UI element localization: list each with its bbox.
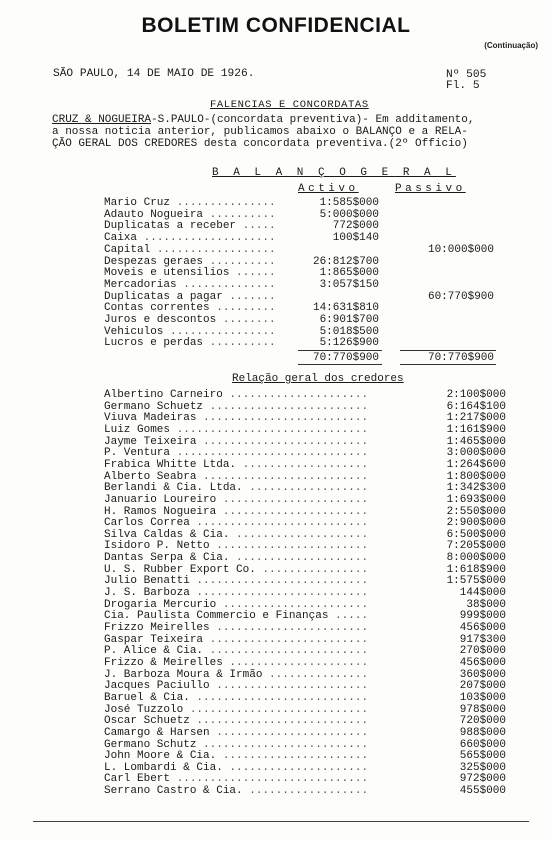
passivo-header: Passivo: [395, 183, 466, 195]
creditor-name: Dantas Serpa & Cia. ....................: [104, 552, 369, 564]
creditor-name: P. Alice & Cia. ........................: [104, 645, 369, 657]
leader-dots: .........................: [196, 412, 369, 424]
leader-dots: ...................: [236, 459, 369, 471]
balance-item-name: Mario Cruz ...............: [104, 197, 276, 209]
balance-item-name: Capital ..................: [104, 244, 276, 256]
creditor-value: 1:575$000: [446, 575, 506, 587]
activo-value: 3:057$150: [319, 279, 379, 291]
creditor-value: 1:342$300: [446, 482, 506, 494]
creditor-name: Cia. Paulista Commercio e Finanças .....: [104, 610, 369, 622]
bottom-rule: [33, 821, 529, 822]
leader-dots: .....................: [222, 657, 369, 669]
creditor-value: 8:000$000: [446, 552, 506, 564]
leader-dots: .....................: [222, 389, 369, 401]
creditor-name: Frabica Whitte Ltda. ...................: [104, 459, 369, 471]
creditor-value: 720$000: [459, 715, 506, 727]
bulletin-title: BOLETIM CONFIDENCIAL: [141, 14, 411, 37]
creditor-value: 270$000: [459, 645, 506, 657]
leader-dots: ........................: [203, 645, 369, 657]
leader-dots: ......................: [216, 506, 369, 518]
creditor-value: 917$300: [459, 634, 506, 646]
activo-value: 26:812$700: [312, 256, 379, 268]
creditor-name: José Tuzzolo ...........................: [104, 704, 369, 716]
total-passivo: 70:770$900: [427, 352, 494, 364]
intro-line-3: ÇÃO GERAL DOS CREDORES desta concordata preventiva.(2º Officio): [52, 138, 468, 150]
creditor-name: Frizzo Meirelles .......................: [104, 622, 369, 634]
creditor-name: P. Ventura .............................: [104, 447, 369, 459]
creditor-name: Berlandi & Cia. Ltda. ..................: [104, 482, 369, 494]
leader-dots: ..........................: [189, 517, 369, 529]
creditor-value: 7:205$000: [446, 540, 506, 552]
creditor-value: 2:900$000: [446, 517, 506, 529]
total-activo: 70:770$900: [312, 352, 379, 364]
activo-value: 5:000$000: [319, 209, 379, 221]
total-rule-passivo: [400, 350, 496, 351]
dateline: SÃO PAULO, 14 DE MAIO DE 1926.: [53, 68, 255, 80]
activo-value: 1:865$000: [319, 267, 379, 279]
creditor-value: 1:264$600: [446, 459, 506, 471]
creditor-value: 988$000: [459, 727, 506, 739]
creditor-value: 6:164$100: [446, 401, 506, 413]
activo-value: 772$000: [332, 220, 379, 232]
creditor-value: 565$000: [459, 750, 506, 762]
creditor-value: 972$000: [459, 773, 506, 785]
creditor-name: Viuva Madeiras .........................: [104, 412, 369, 424]
creditor-name: Alberto Seabra .........................: [104, 471, 369, 483]
creditor-name: Gaspar Teixeira ........................: [104, 634, 369, 646]
creditor-value: 38$000: [466, 599, 506, 611]
creditor-name: Albertino Carneiro .....................: [104, 389, 369, 401]
creditor-value: 103$000: [459, 692, 506, 704]
activo-value: 6:901$700: [319, 314, 379, 326]
intro-line-1: [52, 114, 474, 126]
intro-line-2: a nossa noticia anterior, publicamos abaixo o BALANÇO e a RELA-: [52, 126, 468, 138]
creditor-name: J. Barboza Moura & Irmão ...............: [104, 669, 369, 681]
leader-dots: ........................: [203, 401, 369, 413]
leader-dots: .........................: [196, 471, 369, 483]
creditor-value: 325$000: [459, 762, 506, 774]
leader-dots: ..............: [176, 279, 276, 291]
balance-item-name: Duplicatas a pagar .......: [104, 291, 276, 303]
balance-item-name: Contas correntes .........: [104, 302, 276, 314]
leader-dots: ....................: [229, 552, 369, 564]
creditor-value: 3:000$000: [446, 447, 506, 459]
leader-dots: ........: [216, 314, 276, 326]
creditor-value: 999$000: [459, 610, 506, 622]
leader-dots: ..........: [203, 209, 276, 221]
leader-dots: ..................: [242, 482, 369, 494]
activo-value: 5:018$500: [319, 326, 379, 338]
creditor-name: Drogaria Mercurio ......................: [104, 599, 369, 611]
company-name: CRUZ & NOGUEIRA: [52, 114, 152, 126]
total-rule-activo: [298, 350, 382, 351]
creditor-name: Luiz Gomes .............................: [104, 424, 369, 436]
creditors-title: Relação geral dos credores: [232, 373, 404, 385]
balance-item-name: Caixa ....................: [104, 232, 276, 244]
creditor-name: Isidoro P. Netto .......................: [104, 540, 369, 552]
leader-dots: .....: [236, 220, 276, 232]
leader-dots: .......................: [209, 622, 369, 634]
leader-dots: ......................: [216, 494, 369, 506]
creditor-name: Germano Schuetz ........................: [104, 401, 369, 413]
intro-line-1-rest: -S.PAULO-(concordata preventiva)- Em additamento,: [151, 114, 475, 126]
creditor-value: 144$000: [459, 587, 506, 599]
leader-dots: .......................: [209, 540, 369, 552]
continuation-note: (Continuação): [484, 41, 538, 50]
creditor-name: John Moore & Cia. ......................: [104, 750, 369, 762]
issue-number: Nº 505: [446, 69, 487, 81]
leader-dots: .....................: [222, 762, 369, 774]
creditor-name: Serrano Castro & Cia. ..................: [104, 785, 369, 797]
creditor-name: Oscar Schuetz ..........................: [104, 715, 369, 727]
leader-dots: ........................: [203, 634, 369, 646]
creditor-value: 207$000: [459, 680, 506, 692]
leader-dots: ..........................: [189, 692, 369, 704]
leader-dots: .......: [222, 291, 276, 303]
activo-value: 100$140: [332, 232, 379, 244]
bulletin-number: [446, 70, 486, 92]
leader-dots: ..........................: [189, 575, 369, 587]
passivo-value: 60:770$900: [427, 291, 494, 303]
creditor-name: Jayme Teixeira .........................: [104, 436, 369, 448]
creditor-name: Januario Loureiro ......................: [104, 494, 369, 506]
creditor-name: Silva Caldas & Cia. ....................: [104, 529, 369, 541]
leader-dots: ................: [255, 564, 369, 576]
creditor-value: 2:550$000: [446, 506, 506, 518]
creditor-value: 978$000: [459, 704, 506, 716]
creditor-name: Jacques Paciullo .......................: [104, 680, 369, 692]
leader-dots: .....: [328, 610, 369, 622]
creditor-name: Baruel & Cia. ..........................: [104, 692, 369, 704]
leader-dots: .......................: [209, 727, 369, 739]
balance-item-name: Adauto Nogueira ..........: [104, 209, 276, 221]
creditor-name: U. S. Rubber Export Co. ................: [104, 564, 369, 576]
leader-dots: .........: [209, 302, 276, 314]
leader-dots: ...........................: [183, 704, 369, 716]
creditor-value: 2:100$000: [446, 389, 506, 401]
double-rule-activo: [298, 364, 382, 365]
leader-dots: ..........: [203, 337, 276, 349]
leader-dots: ................: [163, 326, 276, 338]
activo-value: 1:585$000: [319, 197, 379, 209]
balance-item-name: Mercadorias ..............: [104, 279, 276, 291]
balance-item-name: Vehiculos ................: [104, 326, 276, 338]
leader-dots: ......................: [216, 599, 369, 611]
leader-dots: ...............: [262, 669, 369, 681]
creditor-value: 456$000: [459, 657, 506, 669]
activo-header: Activo: [298, 183, 359, 195]
creditor-value: 1:800$000: [446, 471, 506, 483]
leader-dots: .........................: [196, 739, 369, 751]
creditor-name: J. S. Barboza ..........................: [104, 587, 369, 599]
creditor-value: 1:465$000: [446, 436, 506, 448]
creditor-value: 456$000: [459, 622, 506, 634]
creditor-name: Carlos Correa ..........................: [104, 517, 369, 529]
leader-dots: .............................: [170, 447, 369, 459]
balance-item-name: Despezas geraes ..........: [104, 256, 276, 268]
creditor-name: L. Lombardi & Cia. .....................: [104, 762, 369, 774]
creditor-name: Julio Benatti ..........................: [104, 575, 369, 587]
creditor-name: H. Ramos Nogueira ......................: [104, 506, 369, 518]
leader-dots: ..................: [150, 244, 276, 256]
sheet-number: Fl. 5: [446, 80, 480, 92]
activo-value: 14:631$810: [312, 302, 379, 314]
creditor-value: 455$000: [459, 785, 506, 797]
balance-item-name: Duplicatas a receber .....: [104, 220, 276, 232]
balance-title: B A L A N Ç O G E R A L: [212, 167, 456, 179]
creditor-value: 660$000: [459, 739, 506, 751]
balance-item-name: Moveis e utensilios ......: [104, 267, 276, 279]
leader-dots: ......................: [216, 750, 369, 762]
leader-dots: ...............: [170, 197, 276, 209]
leader-dots: ....................: [229, 529, 369, 541]
leader-dots: ..................: [242, 785, 369, 797]
leader-dots: ..........................: [189, 587, 369, 599]
creditor-name: Camargo & Harsen .......................: [104, 727, 369, 739]
balance-item-name: Juros e descontos ........: [104, 314, 276, 326]
creditor-value: 1:161$900: [446, 424, 506, 436]
creditor-value: 1:693$000: [446, 494, 506, 506]
activo-value: 5:126$900: [319, 337, 379, 349]
creditor-name: Germano Schutz .........................: [104, 739, 369, 751]
leader-dots: ..........................: [189, 715, 369, 727]
leader-dots: .......................: [209, 680, 369, 692]
leader-dots: .............................: [170, 773, 369, 785]
balance-item-name: Lucros e perdas ..........: [104, 337, 276, 349]
creditor-value: 6:500$000: [446, 529, 506, 541]
leader-dots: .............................: [170, 424, 369, 436]
creditor-name: Frizzo & Meirelles .....................: [104, 657, 369, 669]
creditor-value: 1:217$000: [446, 412, 506, 424]
intro-paragraph: [52, 114, 474, 150]
creditor-name: Carl Ebert .............................: [104, 773, 369, 785]
leader-dots: ....................: [137, 232, 276, 244]
leader-dots: ..........: [203, 256, 276, 268]
section-title: FALENCIAS E CONCORDATAS: [210, 99, 369, 111]
passivo-value: 10:000$000: [427, 244, 494, 256]
creditor-value: 1:618$900: [446, 564, 506, 576]
creditor-value: 360$000: [459, 669, 506, 681]
double-rule-passivo: [400, 364, 496, 365]
leader-dots: ......: [229, 267, 276, 279]
leader-dots: .........................: [196, 436, 369, 448]
